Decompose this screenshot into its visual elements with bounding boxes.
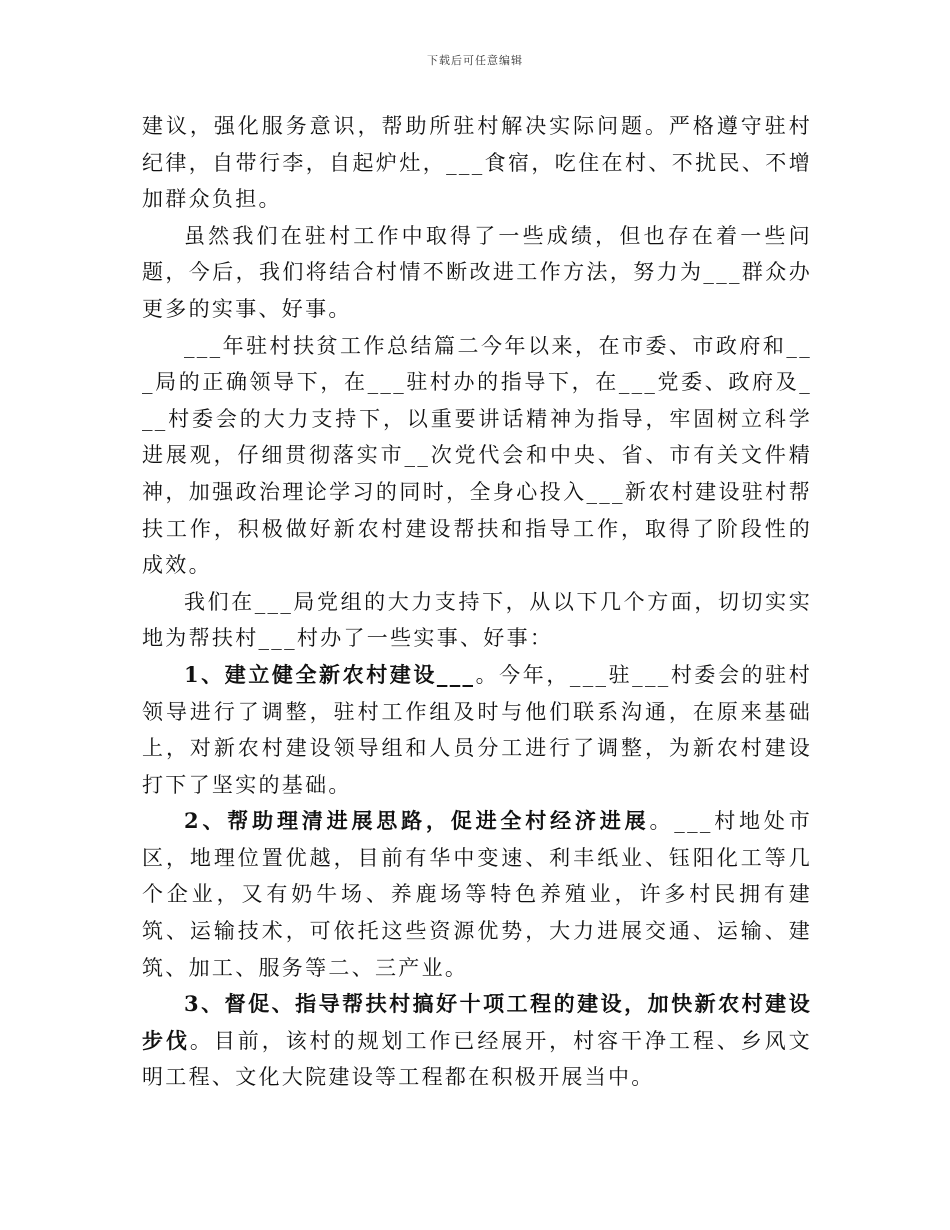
paragraph-7: [142, 986, 812, 1096]
page-header: 下载后可任意编辑: [427, 54, 523, 67]
paragraph-7-heading: 3、督促、指导帮扶村搞好十项工程的建设，加快新农村建设步伐: [142, 991, 812, 1053]
paragraph-6-text: 。___村地处市区，地理位置优越，目前有华中变速、利丰纸业、钰阳化工等几个企业，又有奶牛场、养鹿场等特色养殖业，许多村民拥有建筑、运输技术，可依托这些资源优势，大力进展交通、运输、建筑、加工、服务等二、三产业。: [142, 809, 812, 980]
paragraph-5-text: 。今年，___驻___村委会的驻村领导进行了调整，驻村工作组及时与他们联系沟通，在原来基础上，对新农村建设领导组和人员分工进行了调整，为新农村建设打下了坚实的基础。: [142, 662, 812, 797]
paragraph-2: 虽然我们在驻村工作中取得了一些成绩，但也存在着一些问题，今后，我们将结合村情不断改进工作方法，努力为___群众办更多的实事、好事。: [142, 223, 812, 321]
paragraph-7-text: 。目前，该村的规划工作已经展开，村容干净工程、乡风文明工程、文化大院建设等工程都在积极开展当中。: [142, 1028, 812, 1090]
paragraph-4: 我们在___局党组的大力支持下，从以下几个方面，切切实实地为帮扶村___村办了一些实事、好事：: [142, 589, 812, 651]
paragraph-5-heading: 1、建立健全新农村建设___: [184, 661, 476, 687]
document-body: [142, 108, 812, 1096]
paragraph-6: [142, 803, 812, 986]
paragraph-5: [142, 657, 812, 803]
paragraph-3: ___年驻村扶贫工作总结篇二今年以来，在市委、市政府和___局的正确领导下，在___驻村办的指导下，在___党委、政府及___村委会的大力支持下，以重要讲话精神为指导，牢固树立科学进展观，仔细贯彻落实市__次党代会和中央、省、市有关文件精神，加强政治理论学习的同时，全身心投入___新农村建设驻村帮扶工作，积极做好新农村建设帮扶和指导工作，取得了阶段性的成效。: [142, 333, 812, 578]
paragraph-6-heading: 2、帮助理清进展思路，促进全村经济进展: [184, 808, 650, 834]
paragraph-1: 建议，强化服务意识，帮助所驻村解决实际问题。严格遵守驻村纪律，自带行李，自起炉灶，___食宿，吃住在村、不扰民、不增加群众负担。: [142, 114, 812, 212]
